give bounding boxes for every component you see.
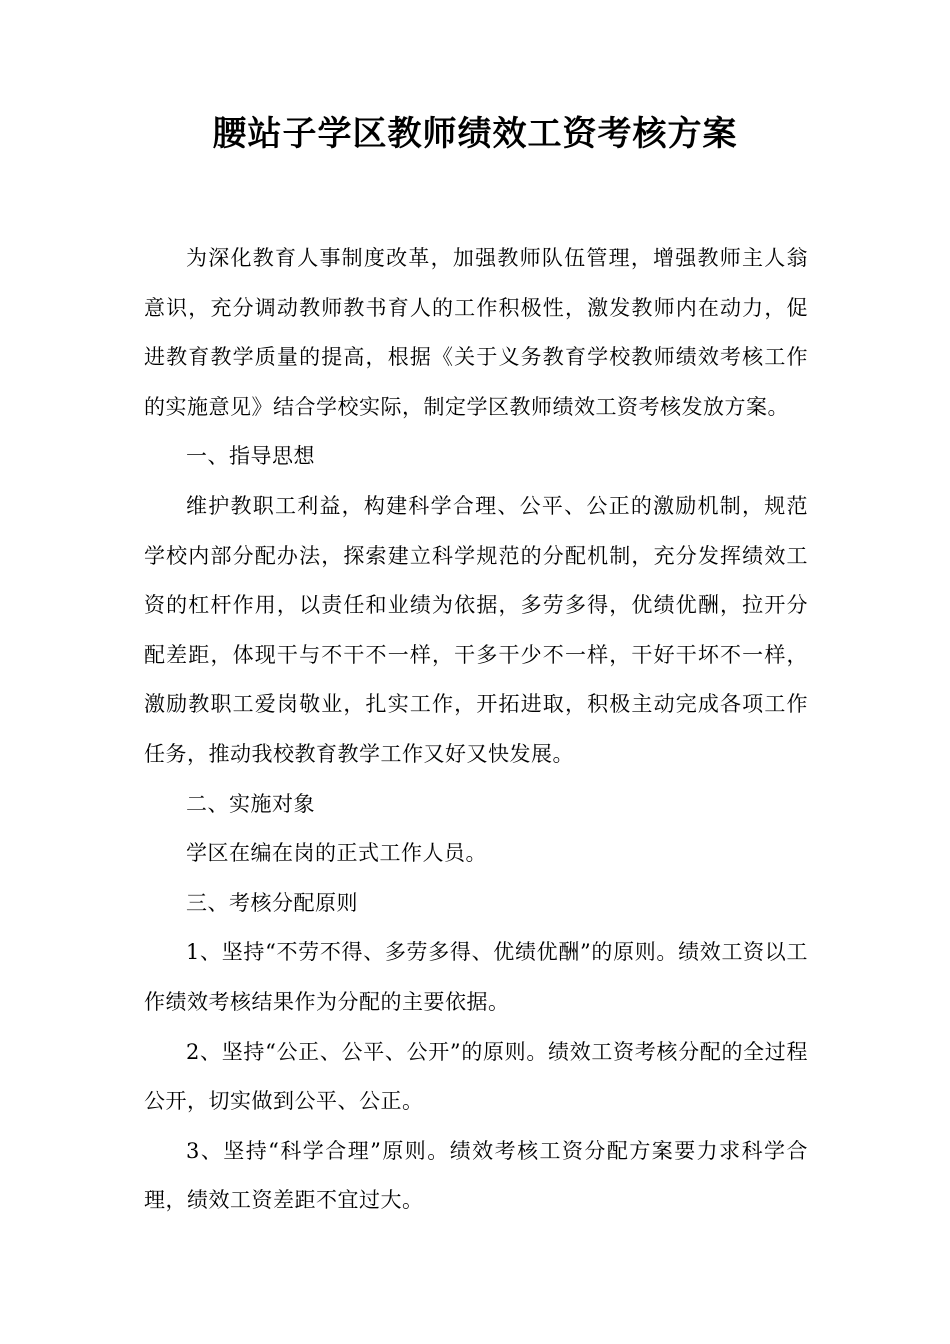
section-heading-principles: 三、考核分配原则: [186, 890, 358, 915]
paragraph-target-personnel: 学区在编在岗的正式工作人员。: [186, 841, 487, 866]
document-title: 腰站子学区教师绩效工资考核方案: [212, 114, 738, 154]
paragraph-principle-1: 1、坚持“不劳不得、多劳多得、优绩优酬”的原则。绩效工资以工作绩效考核结果作为分配的主要依据。: [144, 940, 808, 1014]
paragraph-principle-2: 2、坚持“公正、公平、公开”的原则。绩效工资考核分配的全过程公开，切实做到公平、公正。: [144, 1039, 808, 1114]
section-heading-target-personnel: 二、实施对象: [186, 791, 315, 816]
paragraph-principle-3: 3、坚持“科学合理”原则。绩效考核工资分配方案要力求科学合理，绩效工资差距不宜过大。: [144, 1138, 808, 1213]
document-body: [144, 234, 808, 1226]
section-heading-guiding-ideology: 一、指导思想: [186, 444, 315, 469]
paragraph-guiding-ideology: 维护教职工利益，构建科学合理、公平、公正的激励机制，规范学校内部分配办法，探索建立科学规范的分配机制，充分发挥绩效工资的杠杆作用，以责任和业绩为依据，多劳多得，优绩优酬，拉开分配差距，体现干与不干不一样，干多干少不一样，干好干坏不一样，激励教职工爱岗敬业，扎实工作，开拓进取，积极主动完成各项工作任务，推动我校教育教学工作又好又快发展。: [144, 493, 808, 766]
paragraph-intro: 为深化教育人事制度改革，加强教师队伍管理，增强教师主人翁意识，充分调动教师教书育人的工作积极性，激发教师内在动力，促进教育教学质量的提高，根据《关于义务教育学校教师绩效考核工作的实施意见》结合学校实际，制定学区教师绩效工资考核发放方案。: [144, 246, 808, 419]
